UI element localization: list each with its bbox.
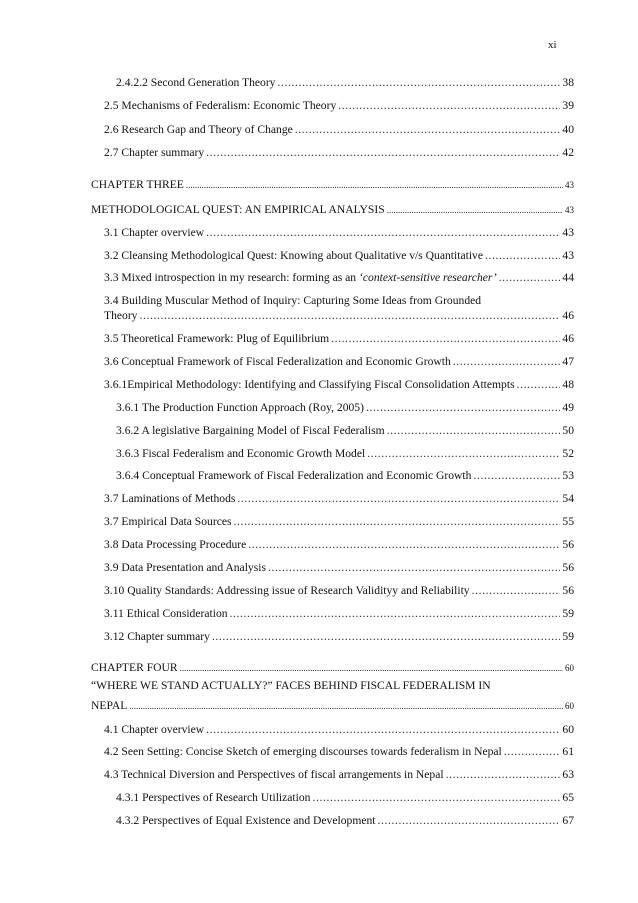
toc-entry-page: 50	[562, 424, 574, 437]
toc-entry-label: 4.3.1 Perspectives of Research Utilization	[116, 791, 311, 804]
toc-entry-page: 67	[562, 814, 574, 827]
toc-entry-label: 3.8 Data Processing Procedure	[104, 538, 247, 551]
toc-entry-first-line[interactable]: 3.4 Building Muscular Method of Inquiry: Capturing Some Ideas from Grounded	[104, 294, 482, 307]
toc-entry-page: 59	[562, 607, 574, 620]
toc-entry-label: 2.6 Research Gap and Theory of Change	[104, 123, 293, 136]
leader-dots	[129, 699, 563, 713]
toc-entry[interactable]	[116, 447, 574, 461]
toc-entry-label: 3.9 Data Presentation and Analysis	[104, 561, 266, 574]
leader-dots	[206, 146, 560, 160]
leader-dots	[268, 561, 560, 575]
toc-entry-label: 3.6.1 The Production Function Approach (Roy, 2005)	[116, 401, 364, 414]
toc-entry-page: 48	[562, 378, 574, 391]
toc-entry-label: 3.7 Laminations of Methods	[104, 492, 236, 505]
toc-entry[interactable]	[116, 791, 574, 805]
leader-dots	[504, 745, 561, 759]
toc-entry-label: 4.1 Chapter overview	[104, 723, 205, 736]
toc-entry-page: 43	[565, 180, 574, 190]
toc-entry-label: 2.4.2.2 Second Generation Theory	[116, 76, 276, 89]
page-number: xi	[548, 39, 557, 51]
toc-entry-page: 56	[562, 584, 574, 597]
toc-entry[interactable]	[104, 607, 574, 621]
leader-dots	[186, 178, 563, 192]
toc-entry-page: 46	[562, 332, 574, 345]
leader-dots	[472, 584, 561, 598]
toc-entry-label: 3.1 Chapter overview	[104, 226, 205, 239]
toc-entry-label: 3.11 Ethical Consideration	[104, 607, 228, 620]
toc-entry-label: Theory	[104, 309, 138, 322]
leader-dots	[212, 630, 560, 644]
leader-dots	[366, 401, 560, 415]
toc-entry[interactable]	[116, 814, 574, 828]
toc-entry-label: 3.5 Theoretical Framework: Plug of Equilibrium	[104, 332, 330, 345]
toc-entry-page: 43	[562, 226, 574, 239]
toc-entry[interactable]	[104, 99, 574, 113]
toc-entry-label: 3.7 Empirical Data Sources	[104, 515, 232, 528]
toc-entry-label: 3.6 Conceptual Framework of Fiscal Federalization and Economic Growth	[104, 355, 451, 368]
toc-entry[interactable]	[104, 492, 574, 506]
toc-entry[interactable]	[104, 123, 574, 137]
toc-entry[interactable]	[104, 355, 574, 369]
toc-entry-page: 52	[562, 447, 574, 460]
toc-entry-page: 60	[565, 701, 574, 711]
toc-chapter-title[interactable]	[91, 203, 574, 217]
toc-entry-page: 43	[562, 249, 574, 262]
toc-entry[interactable]	[104, 515, 574, 529]
toc-entry-page: 46	[562, 309, 574, 322]
leader-dots	[206, 226, 560, 240]
leader-dots	[499, 271, 561, 285]
toc-entry-label: 4.2 Seen Setting: Concise Sketch of emerging discourses towards federalism in Nepal	[104, 745, 502, 758]
toc-entry[interactable]	[104, 561, 574, 575]
toc-entry-page: 39	[562, 99, 574, 112]
toc-entry-label: 3.6.4 Conceptual Framework of Fiscal Federalization and Economic Growth	[116, 469, 472, 482]
leader-dots	[206, 723, 560, 737]
toc-entry-page: 59	[562, 630, 574, 643]
toc-entry-page: 53	[562, 469, 574, 482]
toc-entry-label: METHODOLOGICAL QUEST: AN EMPIRICAL ANALYSIS	[91, 203, 385, 216]
toc-entry-label: CHAPTER FOUR	[91, 661, 178, 674]
toc-entry-label: NEPAL	[91, 699, 128, 712]
toc-entry[interactable]	[104, 630, 574, 644]
toc-entry-page: 61	[562, 745, 574, 758]
toc-entry[interactable]	[104, 768, 574, 782]
toc-entry-label: CHAPTER THREE	[91, 178, 184, 191]
leader-dots	[378, 814, 561, 828]
leader-dots	[367, 447, 560, 461]
toc-entry-page: 43	[565, 205, 574, 215]
toc-entry[interactable]	[104, 378, 574, 392]
toc-entry-page: 40	[562, 123, 574, 136]
toc-entry[interactable]	[104, 226, 574, 240]
toc-entry[interactable]	[104, 723, 574, 737]
toc-entry-page: 44	[562, 271, 574, 284]
toc-chapter-title[interactable]	[91, 699, 574, 713]
leader-dots	[453, 355, 561, 369]
toc-entry[interactable]	[104, 146, 574, 160]
toc-entry-label-italic: ‘context-sensitive researcher’	[359, 271, 497, 284]
toc-entry-page: 49	[562, 401, 574, 414]
toc-entry-page: 55	[562, 515, 574, 528]
toc-entry-page: 60	[565, 663, 574, 673]
toc-entry-label: 2.5 Mechanisms of Federalism: Economic Theory	[104, 99, 337, 112]
toc-entry-label: 3.10 Quality Standards: Addressing issue of Research Validityy and Reliability	[104, 584, 470, 597]
leader-dots	[139, 309, 560, 323]
leader-dots	[180, 661, 563, 675]
leader-dots	[312, 791, 560, 805]
toc-entry-page: 54	[562, 492, 574, 505]
leader-dots	[234, 515, 561, 529]
leader-dots	[230, 607, 561, 621]
leader-dots	[473, 469, 560, 483]
toc-entry-page: 42	[562, 146, 574, 159]
leader-dots	[517, 378, 561, 392]
leader-dots	[248, 538, 560, 552]
leader-dots	[277, 76, 560, 90]
leader-dots	[338, 99, 560, 113]
toc-entry-label: 4.3.2 Perspectives of Equal Existence and Development	[116, 814, 376, 827]
toc-chapter-heading[interactable]	[91, 661, 574, 675]
toc-entry[interactable]	[104, 271, 574, 285]
toc-chapter-title-first-line[interactable]: “WHERE WE STAND ACTUALLY?” FACES BEHIND FISCAL FEDERALISM IN	[91, 679, 491, 692]
leader-dots	[237, 492, 560, 506]
toc-entry[interactable]	[116, 76, 574, 90]
toc-entry-label: 3.12 Chapter summary	[104, 630, 210, 643]
toc-entry-label: 2.7 Chapter summary	[104, 146, 205, 159]
toc-entry-label-text: 3.3 Mixed introspection in my research: forming as an	[104, 271, 360, 284]
toc-entry[interactable]	[104, 332, 574, 346]
leader-dots	[295, 123, 561, 137]
toc-entry[interactable]	[104, 745, 574, 759]
toc-entry-page: 56	[562, 561, 574, 574]
leader-dots	[446, 768, 561, 782]
toc-entry-page: 65	[562, 791, 574, 804]
toc-entry[interactable]	[104, 538, 574, 552]
toc-entry-label: 4.3 Technical Diversion and Perspectives of fiscal arrangements in Nepal	[104, 768, 444, 781]
leader-dots	[387, 203, 563, 217]
leader-dots	[387, 424, 561, 438]
toc-entry-label	[104, 271, 497, 285]
toc-entry[interactable]	[104, 584, 574, 598]
toc-entry-page: 63	[562, 768, 574, 781]
toc-chapter-heading[interactable]	[91, 178, 574, 192]
toc-entry-page: 60	[562, 723, 574, 736]
toc-entry-page: 38	[562, 76, 574, 89]
toc-entry-label: 3.6.1Empirical Methodology: Identifying and Classifying Fiscal Consolidation Attempts	[104, 378, 515, 391]
leader-dots	[331, 332, 560, 346]
toc-entry-label: 3.6.3 Fiscal Federalism and Economic Growth Model	[116, 447, 366, 460]
toc-entry-label: 3.6.2 A legislative Bargaining Model of Fiscal Federalism	[116, 424, 385, 437]
toc-entry[interactable]	[116, 424, 574, 438]
leader-dots	[485, 249, 560, 263]
toc-entry[interactable]	[116, 401, 574, 415]
toc-entry[interactable]	[116, 469, 574, 483]
toc-entry-label: 3.2 Cleansing Methodological Quest: Knowing about Qualitative v/s Quantitative	[104, 249, 483, 262]
toc-entry-page: 47	[562, 355, 574, 368]
toc-entry[interactable]	[104, 249, 574, 263]
toc-entry-page: 56	[562, 538, 574, 551]
toc-entry[interactable]	[104, 309, 574, 323]
